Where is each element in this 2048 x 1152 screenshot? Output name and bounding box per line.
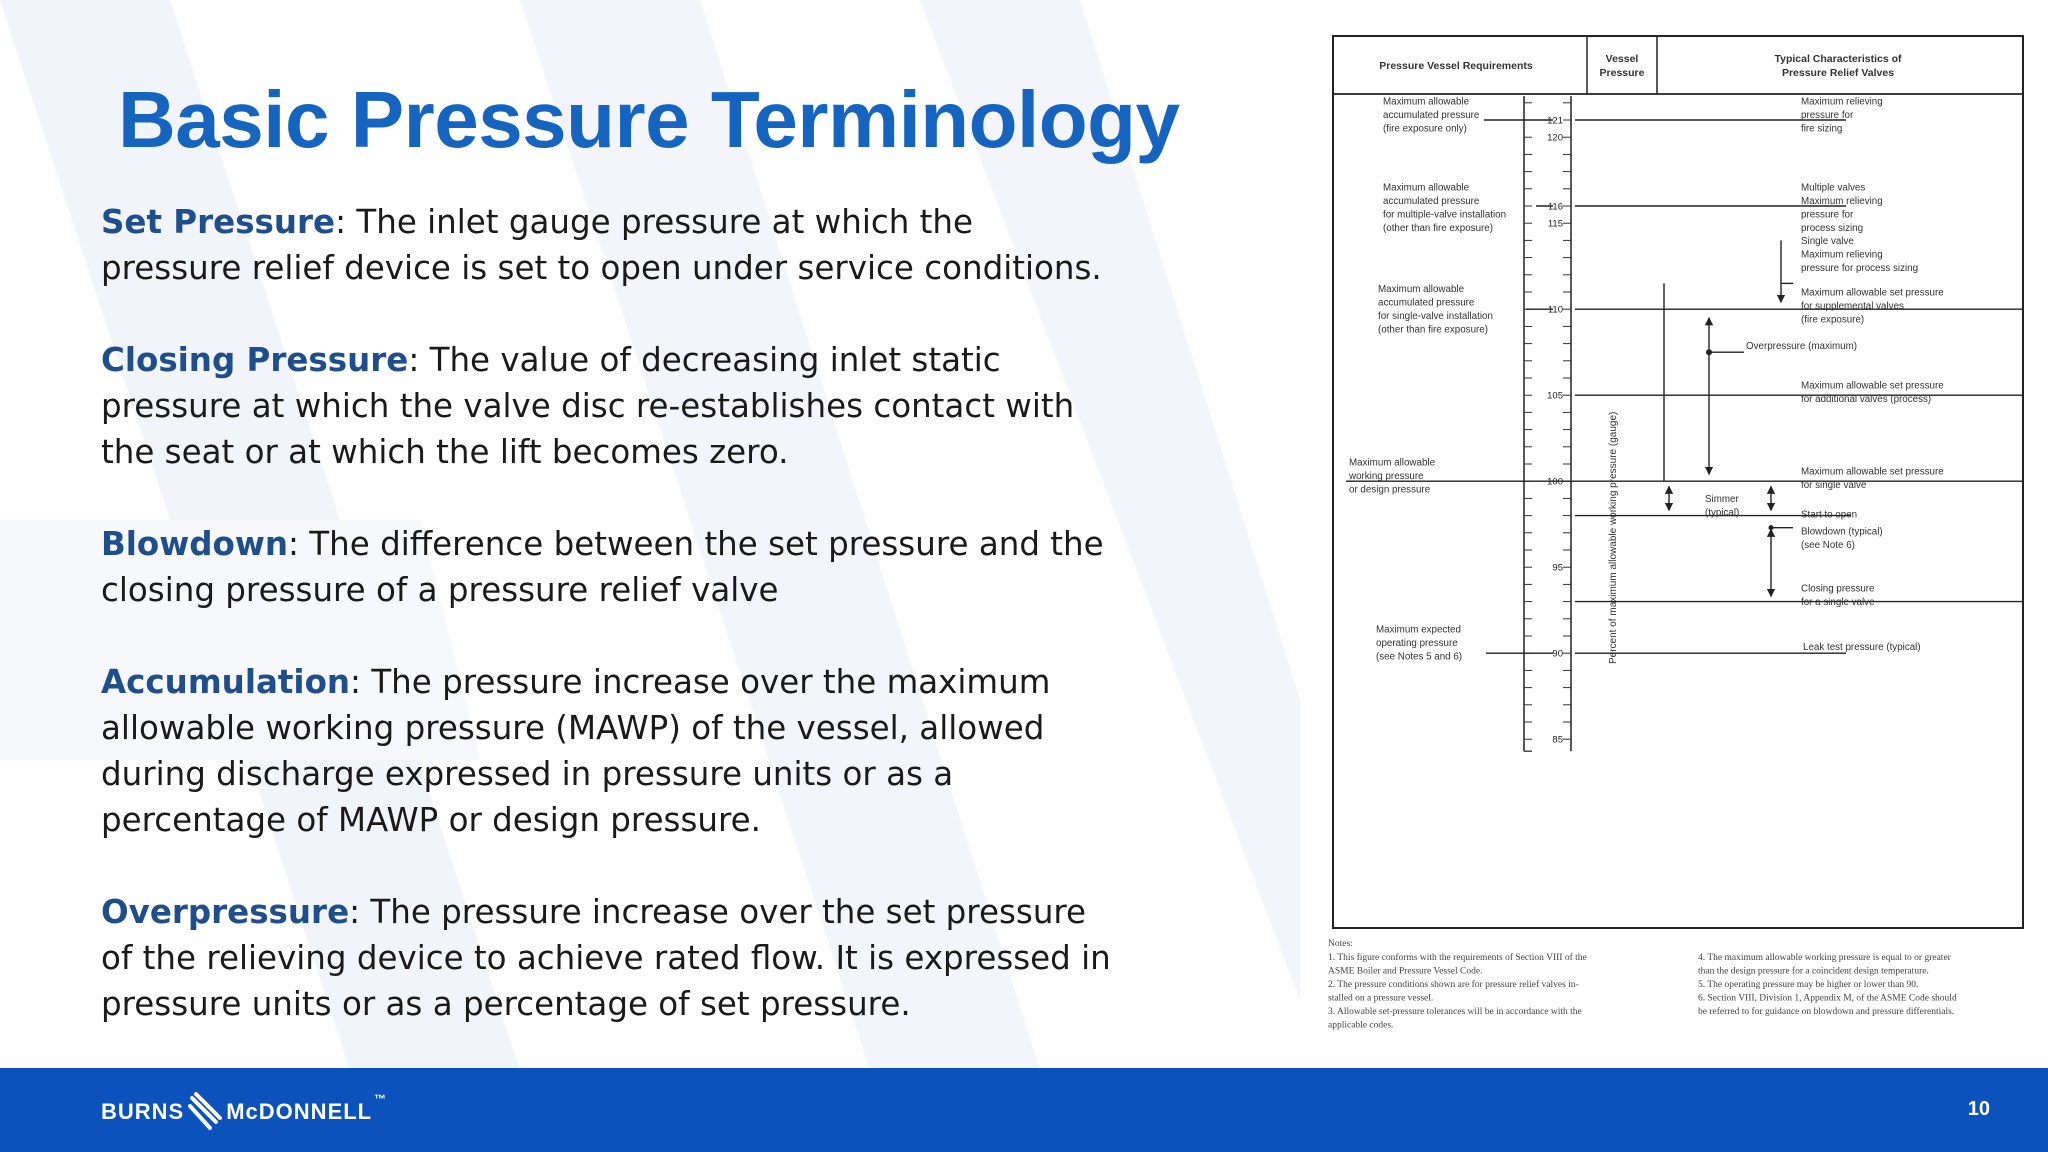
right-label-line: Blowdown (typical) (1801, 526, 1883, 538)
notes-title: Notes: (1328, 939, 1353, 949)
definition-blowdown (101, 521, 1111, 613)
right-label-line: Closing pressure (1801, 583, 1875, 595)
right-label-line: for a single valve (1801, 596, 1875, 608)
term-text: : The difference between the set pressure and the closing pressure of a pressure relief valve (101, 525, 1104, 609)
header-right-1: Typical Characteristics of (1774, 53, 1902, 65)
right-label-line: pressure for process sizing (1801, 262, 1919, 274)
term-label: Closing Pressure (101, 341, 409, 379)
definition-closing-pressure (101, 337, 1111, 475)
definition-set-pressure (101, 199, 1111, 291)
tick-label: 85 (1552, 734, 1563, 746)
term-text: : The value of decreasing inlet static pressure at which the valve disc re-establishes contact with the seat or at which the lift becomes zero. (101, 341, 1075, 471)
left-label-line: Maximum expected (1376, 624, 1461, 636)
left-label-line: Maximum allowable (1378, 284, 1465, 295)
figure-notes (1328, 939, 1957, 1031)
definition-accumulation (101, 659, 1111, 843)
note-line: be referred to for guidance on blowdown and pressure differentials. (1698, 1007, 1955, 1017)
right-labels (1705, 97, 1944, 653)
right-label-line: Start to open (1801, 509, 1858, 521)
note-line: stalled on a pressure vessel. (1328, 993, 1434, 1004)
pressure-levels-diagram (1326, 34, 2030, 1034)
left-label-line: for multiple-valve installation (1383, 209, 1507, 221)
note-line: 2. The pressure conditions shown are for pressure relief valves in- (1328, 980, 1579, 990)
right-label-line: for single valve (1801, 479, 1867, 491)
left-label-line: accumulated pressure (1383, 196, 1480, 208)
left-label-line: for single-valve installation (1378, 311, 1493, 322)
tick-label: 116 (1547, 201, 1563, 213)
right-label-line: for supplemental valves (1801, 300, 1904, 312)
right-label-line: Simmer (1705, 493, 1739, 505)
tick-label: 90 (1552, 648, 1563, 660)
tick-label: 120 (1547, 132, 1563, 144)
note-line: than the design pressure for a coincident design temperature. (1698, 966, 1929, 977)
term-label: Accumulation (101, 663, 351, 701)
term-text: : The inlet gauge pressure at which the pressure relief device is set to open under service conditions. (101, 203, 1102, 287)
right-label-line: Single valve (1801, 235, 1854, 247)
note-line: applicable codes. (1328, 1020, 1394, 1031)
left-label-line: (fire exposure only) (1383, 123, 1467, 135)
left-label-line: (other than fire exposure) (1378, 324, 1488, 336)
tick-label: 95 (1552, 562, 1563, 574)
right-label-line: Leak test pressure (typical) (1803, 641, 1921, 653)
right-label-line: Maximum relieving (1801, 96, 1883, 108)
logo-mark-icon (188, 1092, 222, 1132)
figure-frame (1333, 36, 2023, 928)
right-label-line: Maximum relieving (1801, 196, 1883, 208)
axis-label: Percent of maximum allowable working pressure (gauge) (1608, 411, 1619, 664)
right-label-line: fire sizing (1801, 123, 1843, 135)
right-label-line: process sizing (1801, 223, 1864, 235)
pressure-levels-figure (1326, 34, 2030, 1034)
right-label-line: Overpressure (maximum) (1746, 340, 1858, 352)
left-label-line: or design pressure (1349, 484, 1431, 496)
logo-trademark: ™ (374, 1092, 388, 1106)
note-line: 3. Allowable set-pressure tolerances will be in accordance with the (1328, 1007, 1582, 1017)
header-middle-1: Vessel (1605, 53, 1639, 65)
left-label-line: Maximum allowable (1383, 96, 1470, 108)
header-left: Pressure Vessel Requirements (1379, 60, 1533, 72)
tick-label: 105 (1547, 390, 1563, 402)
tick-label: 121 (1547, 115, 1563, 127)
page-number: 10 (1967, 1098, 1990, 1120)
slide-title: Basic Pressure Terminology (118, 75, 1180, 164)
right-label-line: Multiple valves (1801, 182, 1866, 194)
right-label-line: (typical) (1705, 507, 1740, 519)
left-label-line: (see Notes 5 and 6) (1376, 651, 1463, 663)
definitions-list (101, 199, 1111, 1073)
definition-overpressure (101, 889, 1111, 1027)
left-label-line: Maximum allowable (1349, 457, 1436, 469)
term-text: : The pressure increase over the maximum allowable working pressure (MAWP) of the vessel, allowed during discharge expressed in pressure units or as a percentage of MAWP or design pressure. (101, 663, 1051, 839)
term-text: : The pressure increase over the set pressure of the relieving device to achieve rated flow. It is expressed in pressure units or as a percentage of set pressure. (101, 893, 1111, 1023)
header-right-2: Pressure Relief Valves (1781, 67, 1895, 79)
note-line: 1. This figure conforms with the requirements of Section VIII of the (1328, 953, 1587, 963)
tick-label: 100 (1547, 476, 1563, 488)
term-label: Blowdown (101, 525, 289, 563)
left-label-line: Maximum allowable (1383, 182, 1470, 194)
right-label-line: pressure for (1801, 209, 1854, 221)
note-line: ASME Boiler and Pressure Vessel Code. (1328, 966, 1483, 977)
left-label-line: working pressure (1349, 471, 1424, 483)
left-label-line: accumulated pressure (1383, 110, 1480, 122)
note-line: 6. Section VIII, Division 1, Appendix M, of the ASME Code should (1698, 993, 1957, 1004)
note-line: 4. The maximum allowable working pressure is equal to or greater (1698, 953, 1951, 963)
right-label-line: (see Note 6) (1801, 540, 1855, 552)
left-labels (1348, 97, 1506, 663)
term-label: Overpressure (101, 893, 350, 931)
right-label-line: pressure for (1801, 110, 1854, 122)
right-label-line: Maximum allowable set pressure (1801, 466, 1944, 478)
right-label-line: for additional valves (process) (1801, 393, 1932, 405)
right-label-line: (fire exposure) (1801, 314, 1865, 326)
header-middle-2: Pressure (1599, 67, 1645, 79)
left-label-line: (other than fire exposure) (1383, 223, 1493, 235)
company-logo (101, 1092, 387, 1132)
term-label: Set Pressure (101, 203, 336, 241)
tick-label: 115 (1547, 218, 1563, 230)
right-label-line: Maximum relieving (1801, 249, 1883, 261)
tick-label: 110 (1547, 304, 1563, 316)
logo-text-left: BURNS (101, 1099, 185, 1124)
left-label-line: operating pressure (1376, 638, 1458, 650)
right-label-line: Maximum allowable set pressure (1801, 380, 1944, 392)
left-label-line: accumulated pressure (1378, 297, 1475, 309)
logo-text-right: McDONNELL (226, 1099, 373, 1124)
note-line: 5. The operating pressure may be higher or lower than 90. (1698, 980, 1919, 990)
right-label-line: Maximum allowable set pressure (1801, 287, 1944, 299)
